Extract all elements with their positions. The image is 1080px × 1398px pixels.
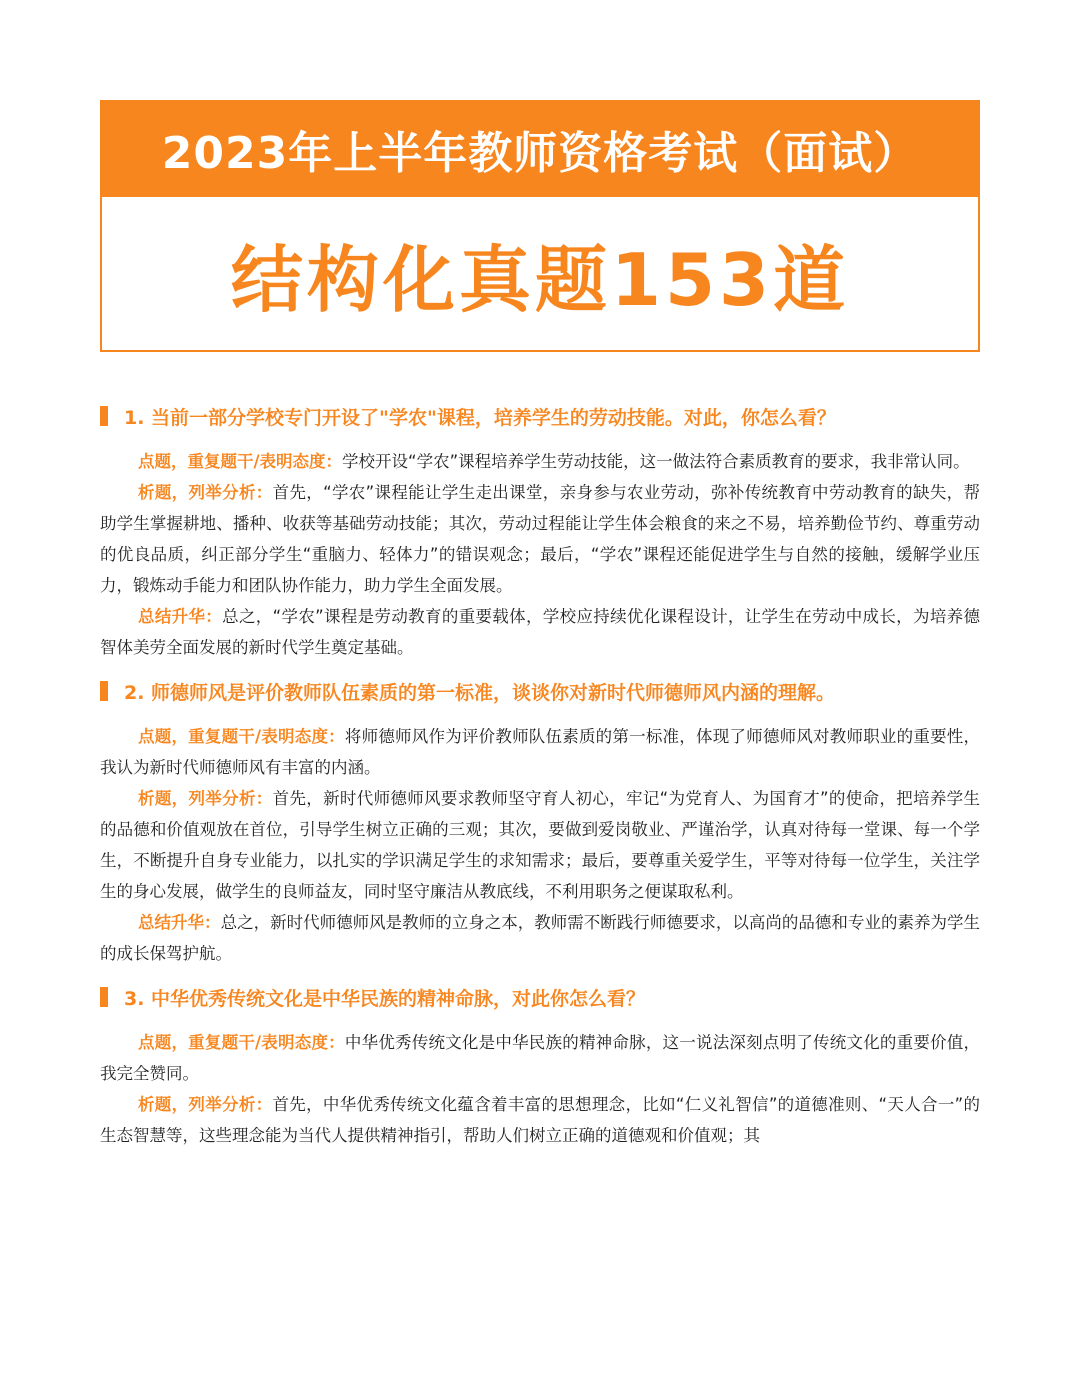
answer-paragraph <box>100 1027 980 1089</box>
answer-paragraph <box>100 783 980 907</box>
paragraph-text: 首先，“学农”课程能让学生走出课堂，亲身参与农业劳动，弥补传统教育中劳动教育的缺失，帮助学生掌握耕地、播种、收获等基础劳动技能；其次，劳动过程能让学生体会粮食的来之不易，培养勤俭节约、尊重劳动的优良品质，纠正部分学生“重脑力、轻体力”的错误观念；最后，“学农”课程还能促进学生与自然的接触，缓解学业压力，锻炼动手能力和团队协作能力，助力学生全面发展。 <box>100 483 980 595</box>
answer-paragraph <box>100 1089 980 1151</box>
question-title <box>100 398 980 434</box>
paragraph-text: 学校开设“学农”课程培养学生劳动技能，这一做法符合素质教育的要求，我非常认同。 <box>342 452 970 471</box>
question-title-text: 1. 当前一部分学校专门开设了"学农"课程，培养学生的劳动技能。对此，你怎么看？ <box>124 406 836 429</box>
question-title <box>100 979 980 1015</box>
paragraph-text: 总之，新时代师德师风是教师的立身之本，教师需不断践行师德要求，以高尚的品德和专业的素养为学生的成长保驾护航。 <box>100 913 981 963</box>
subtitle-box <box>100 197 980 352</box>
answer-paragraph <box>100 601 980 663</box>
question-title <box>100 673 980 709</box>
paragraph-label: 析题，列举分析： <box>138 483 273 502</box>
answer-paragraph <box>100 446 980 477</box>
question-title-text: 2. 师德师风是评价教师队伍素质的第一标准，谈谈你对新时代师德师风内涵的理解。 <box>124 681 836 704</box>
paragraph-label: 总结升华： <box>138 607 223 626</box>
answer-paragraph <box>100 907 980 969</box>
header <box>100 100 980 352</box>
title-banner <box>100 100 980 197</box>
paragraph-label: 总结升华： <box>138 913 221 932</box>
question-list <box>100 398 980 1151</box>
title-marker <box>100 681 108 701</box>
paragraph-label: 点题，重复题干/表明态度： <box>138 452 343 471</box>
answer-paragraph <box>100 721 980 783</box>
page-subtitle: 结构化真题153道 <box>230 237 850 322</box>
paragraph-text: 首先，中华优秀传统文化蕴含着丰富的思想理念，比如“仁义礼智信”的道德准则、“天人合一”的生态智慧等，这些理念能为当代人提供精神指引，帮助人们树立正确的道德观和价值观；其 <box>100 1095 980 1145</box>
paragraph-text: 首先，新时代师德师风要求教师坚守育人初心，牢记“为党育人、为国育才”的使命，把培养学生的品德和价值观放在首位，引导学生树立正确的三观；其次，要做到爱岗敬业、严谨治学，认真对待每一堂课、每一个学生，不断提升自身专业能力，以扎实的学识满足学生的求知需求；最后，要尊重关爱学生，平等对待每一位学生，关注学生的身心发展，做学生的良师益友，同时坚守廉洁从教底线，不利用职务之便谋取私利。 <box>100 789 980 901</box>
title-marker <box>100 987 108 1007</box>
paragraph-label: 点题，重复题干/表明态度： <box>138 727 345 746</box>
paragraph-label: 析题，列举分析： <box>138 1095 273 1114</box>
title-marker <box>100 406 108 426</box>
question-title-text: 3. 中华优秀传统文化是中华民族的精神命脉，对此你怎么看？ <box>124 987 646 1010</box>
paragraph-text: 中华优秀传统文化是中华民族的精神命脉，这一说法深刻点明了传统文化的重要价值，我完全赞同。 <box>100 1033 981 1083</box>
paragraph-text: 总之，“学农”课程是劳动教育的重要载体，学校应持续优化课程设计，让学生在劳动中成长，为培养德智体美劳全面发展的新时代学生奠定基础。 <box>100 607 980 657</box>
answer-paragraph <box>100 477 980 601</box>
paragraph-text: 将师德师风作为评价教师队伍素质的第一标准，体现了师德师风对教师职业的重要性，我认为新时代师德师风有丰富的内涵。 <box>100 727 981 777</box>
paragraph-label: 析题，列举分析： <box>138 789 273 808</box>
paragraph-label: 点题，重复题干/表明态度： <box>138 1033 345 1052</box>
page-title: 2023年上半年教师资格考试（面试） <box>161 127 919 179</box>
